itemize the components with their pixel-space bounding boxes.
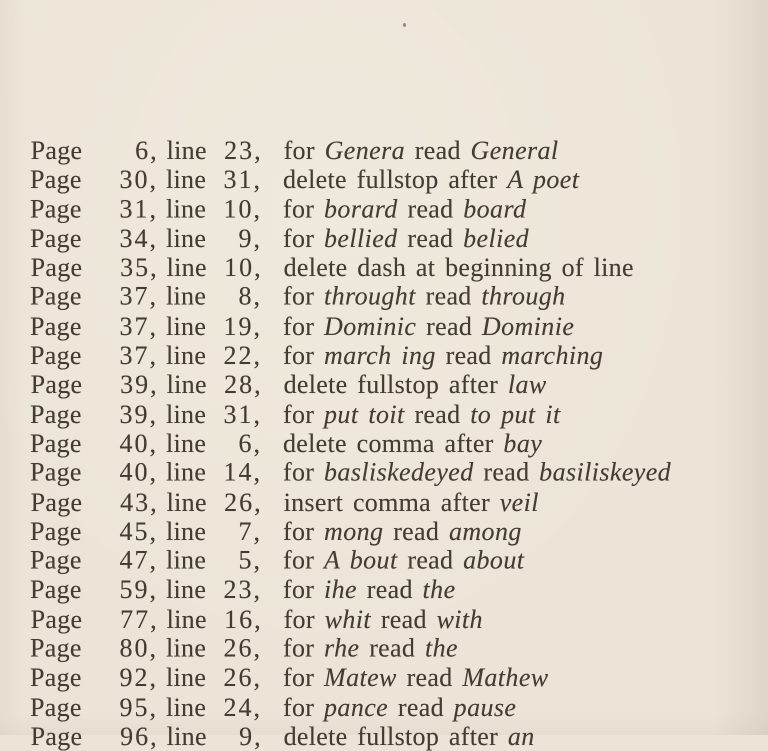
correction-text: [284, 722, 535, 751]
roman-text: delete fullstop after: [283, 370, 508, 400]
roman-text: read: [397, 223, 464, 253]
correction-text: [284, 136, 559, 165]
page-word: Page: [30, 545, 82, 575]
line-number: 26,: [224, 487, 263, 517]
roman-text: read: [473, 457, 540, 487]
line-word: line: [166, 165, 207, 195]
page-word: Page: [30, 516, 82, 546]
page-number: 35,: [120, 253, 159, 283]
page-word: Page: [30, 370, 83, 400]
roman-text: read: [396, 663, 463, 693]
correction-text: [284, 370, 547, 399]
correction-text: [284, 488, 539, 517]
page-word: Page: [30, 165, 82, 195]
italic-word: Dominic: [324, 311, 417, 341]
roman-text: for: [283, 545, 325, 575]
roman-text: delete fullstop after: [283, 165, 508, 195]
errata-row: [0, 458, 768, 487]
italic-word: law: [507, 370, 547, 400]
italic-word: throught: [324, 282, 416, 312]
correction-text: [283, 165, 579, 194]
roman-text: read: [416, 311, 482, 341]
line-word: line: [166, 545, 207, 575]
italic-word: an: [507, 721, 535, 751]
italic-word: pause: [453, 692, 517, 722]
line-number: 26,: [223, 633, 262, 663]
line-word: line: [166, 633, 207, 663]
line-number: 28,: [224, 370, 263, 400]
page-word: Page: [30, 428, 82, 458]
line-word: line: [166, 341, 207, 371]
roman-text: for: [283, 604, 325, 634]
page-word: Page: [30, 487, 83, 517]
errata-row: [0, 194, 768, 223]
line-number: 10,: [223, 194, 262, 224]
page-number: 39,: [120, 370, 159, 400]
italic-word: General: [470, 136, 559, 165]
line-word: line: [166, 516, 207, 546]
errata-row: [1, 370, 768, 399]
errata-row: [1, 605, 768, 634]
line-word: line: [166, 194, 207, 224]
page-word: Page: [30, 311, 82, 341]
roman-text: for: [283, 516, 325, 546]
page-number: 77,: [120, 604, 159, 634]
roman-text: for: [283, 399, 325, 429]
line-word: line: [166, 457, 207, 487]
italic-word: basliskedeyed: [324, 457, 474, 487]
correction-text: [284, 253, 634, 282]
correction-text: [283, 429, 542, 458]
line-number: 31,: [223, 165, 262, 195]
roman-text: for: [283, 194, 325, 224]
errata-row: [0, 546, 768, 575]
roman-text: for: [283, 575, 325, 605]
page-number: 34,: [119, 223, 158, 253]
correction-text: [283, 194, 526, 223]
line-word: line: [166, 428, 207, 458]
correction-text: [283, 282, 566, 311]
italic-word: bellied: [324, 223, 398, 253]
line-word: line: [166, 663, 207, 693]
page-number: 47,: [119, 545, 158, 575]
line-word: line: [166, 575, 207, 605]
errata-row: [0, 312, 768, 341]
line-word: line: [166, 136, 207, 165]
correction-text: [283, 663, 549, 692]
page-number: 37,: [119, 282, 158, 312]
errata-row: [1, 488, 768, 517]
roman-text: read: [383, 516, 449, 546]
roman-text: delete comma after: [283, 428, 504, 458]
page-number: 37,: [119, 341, 158, 371]
italic-word: rhe: [324, 633, 360, 663]
italic-word: Genera: [324, 136, 406, 165]
errata-row: [1, 136, 768, 165]
roman-text: read: [359, 633, 425, 663]
roman-text: read: [397, 545, 464, 575]
roman-text: read: [404, 399, 471, 429]
roman-text: for: [283, 692, 325, 722]
italic-word: whit: [324, 604, 372, 634]
line-word: line: [166, 399, 207, 429]
line-number: 9,: [238, 223, 262, 253]
roman-text: read: [397, 194, 464, 224]
page-word: Page: [30, 194, 82, 224]
roman-text: for: [283, 282, 325, 312]
line-number: 24,: [223, 692, 262, 722]
errata-row: [1, 253, 768, 282]
page-number: 43,: [120, 487, 159, 517]
line-word: line: [166, 692, 207, 722]
roman-text: read: [415, 282, 482, 312]
correction-text: [283, 546, 524, 575]
page-number: 39,: [119, 399, 158, 429]
roman-text: for: [283, 136, 325, 165]
page-word: Page: [30, 399, 82, 429]
italic-word: basiliskeyed: [539, 457, 672, 487]
errata-row: [0, 517, 768, 546]
page-word: Page: [30, 136, 83, 165]
line-number: 8,: [238, 282, 262, 312]
correction-text: [283, 341, 603, 370]
italic-word: Mathew: [462, 663, 549, 693]
page-number: 6,: [135, 136, 159, 165]
correction-text: [283, 224, 529, 253]
roman-text: for: [283, 457, 325, 487]
correction-text: [283, 693, 516, 722]
page-word: Page: [30, 604, 83, 634]
line-word: line: [166, 253, 207, 283]
italic-word: belied: [463, 223, 530, 253]
errata-row: [0, 224, 768, 253]
page-word: Page: [30, 721, 83, 751]
correction-text: [283, 575, 456, 604]
line-number: 19,: [223, 311, 262, 341]
page-word: Page: [30, 663, 82, 693]
errata-row: [0, 165, 768, 194]
line-number: 16,: [224, 604, 263, 634]
italic-word: among: [448, 516, 522, 546]
correction-text: [283, 634, 458, 663]
italic-word: about: [463, 545, 525, 575]
roman-text: for: [283, 663, 325, 693]
roman-text: for: [283, 341, 325, 371]
page-word: Page: [30, 223, 82, 253]
page-word: Page: [30, 575, 82, 605]
page-number: 40,: [119, 428, 158, 458]
roman-text: insert comma after: [283, 487, 500, 517]
page-number: 92,: [119, 663, 158, 693]
italic-word: borard: [324, 194, 398, 224]
correction-text: [283, 517, 522, 546]
page-word: Page: [30, 633, 82, 663]
italic-word: board: [463, 194, 527, 224]
italic-word: marching: [501, 341, 604, 371]
page-number: 45,: [119, 516, 158, 546]
errata-list: [0, 136, 768, 751]
italic-word: pance: [324, 692, 389, 722]
errata-row: [1, 722, 768, 751]
line-word: line: [166, 311, 207, 341]
page-word: Page: [30, 253, 83, 283]
roman-text: for: [283, 633, 325, 663]
line-word: line: [166, 721, 207, 751]
line-number: 23,: [224, 136, 263, 165]
line-number: 10,: [224, 253, 263, 283]
italic-word: the: [422, 575, 456, 605]
line-word: line: [166, 223, 207, 253]
line-word: line: [166, 604, 207, 634]
italic-word: veil: [499, 487, 539, 517]
page-number: 31,: [119, 194, 158, 224]
italic-word: A bout: [324, 545, 398, 575]
roman-text: read: [435, 341, 502, 371]
roman-text: read: [357, 575, 423, 605]
page-number: 30,: [119, 165, 158, 195]
page-number: 95,: [119, 692, 158, 722]
italic-word: to put it: [470, 399, 561, 429]
paper-speck: [403, 23, 406, 27]
correction-text: [283, 458, 671, 487]
line-number: 22,: [223, 341, 262, 371]
page-number: 80,: [119, 633, 158, 663]
italic-word: ihe: [324, 575, 357, 605]
roman-text: read: [371, 604, 437, 634]
roman-text: for: [283, 223, 325, 253]
italic-word: mong: [324, 516, 384, 546]
italic-word: march ing: [324, 341, 436, 371]
line-number: 14,: [223, 457, 262, 487]
italic-word: through: [481, 282, 566, 312]
errata-row: [0, 341, 768, 370]
errata-row: [0, 634, 768, 663]
page-word: Page: [30, 282, 82, 312]
italic-word: with: [436, 604, 483, 634]
line-number: 5,: [238, 545, 262, 575]
italic-word: put toit: [324, 399, 405, 429]
correction-text: [284, 605, 483, 634]
page-word: Page: [30, 457, 82, 487]
correction-text: [283, 312, 574, 341]
italic-word: Matew: [324, 663, 397, 693]
errata-row: [0, 282, 768, 311]
roman-text: delete dash at beginning of line: [283, 253, 634, 283]
correction-text: [283, 400, 561, 429]
line-number: 9,: [239, 721, 263, 751]
line-number: 7,: [238, 516, 262, 546]
roman-text: for: [283, 311, 325, 341]
italic-word: A poet: [507, 165, 580, 195]
italic-word: bay: [503, 428, 543, 458]
italic-word: Dominie: [481, 311, 575, 341]
errata-row: [0, 575, 768, 604]
roman-text: read: [388, 692, 454, 722]
page-number: 37,: [119, 311, 158, 341]
page-word: Page: [30, 692, 82, 722]
errata-row: [0, 400, 768, 429]
page-number: 96,: [120, 721, 159, 751]
line-word: line: [166, 282, 207, 312]
line-word: line: [166, 487, 207, 517]
line-number: 6,: [238, 428, 262, 458]
line-number: 26,: [223, 663, 262, 693]
errata-row: [0, 693, 768, 722]
italic-word: the: [424, 633, 458, 663]
errata-row: [0, 429, 768, 458]
page-number: 40,: [119, 457, 158, 487]
page-number: 59,: [119, 575, 158, 605]
roman-text: delete fullstop after: [283, 721, 508, 751]
line-word: line: [166, 370, 207, 400]
errata-row: [0, 663, 768, 692]
page-word: Page: [30, 341, 82, 371]
roman-text: read: [405, 136, 471, 165]
line-number: 23,: [223, 575, 262, 605]
line-number: 31,: [223, 399, 262, 429]
